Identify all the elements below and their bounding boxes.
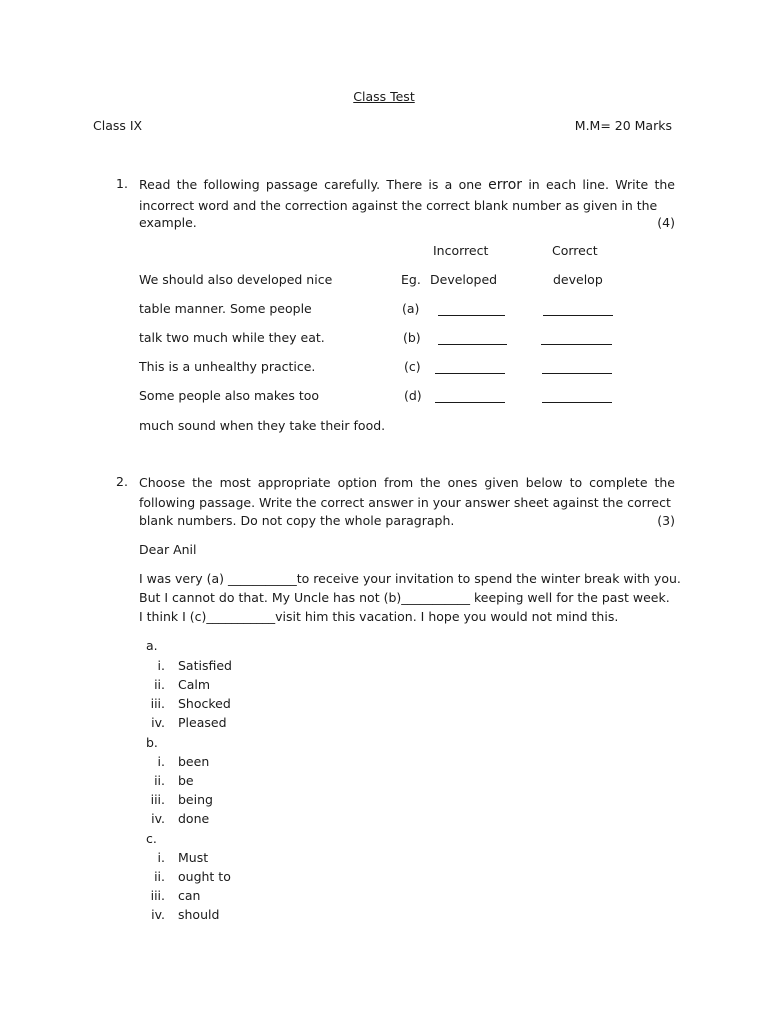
question-2-last-line: [139, 513, 675, 528]
option-numeral: iii.: [150, 888, 165, 903]
max-marks-label: M.M= 20 Marks: [574, 118, 672, 133]
question-2-instructions: Choose the most appropriate option from the ones given below to complete the following passage. Write the correct answer in your answer sheet against the correct: [139, 475, 675, 510]
answer-blank-incorrect: [435, 373, 505, 374]
row-label: (a): [402, 301, 420, 316]
question-1-last-line: [139, 215, 675, 230]
option-text: done: [178, 811, 210, 826]
option-text: Calm: [178, 677, 211, 692]
option-numeral: i.: [157, 850, 165, 865]
question-1-example-word: example.: [139, 215, 197, 230]
question-1-number: 1.: [116, 176, 128, 191]
option-text: been: [178, 754, 210, 769]
question-1-instructions: [139, 175, 675, 215]
question-1-marks: (4): [657, 215, 675, 230]
answer-blank-incorrect: [435, 402, 505, 403]
column-header-incorrect: Incorrect: [433, 243, 489, 258]
question-1-text-after: in each line. Write the incorrect word and the correction against the correct blank number as given in the: [139, 177, 675, 213]
class-label: Class IX: [93, 118, 143, 133]
passage-line: We should also developed nice: [139, 272, 333, 287]
option-text: ought to: [178, 869, 231, 884]
answer-blank-incorrect: [438, 315, 505, 316]
question-2-last-line-text: blank numbers. Do not copy the whole paragraph.: [139, 513, 455, 528]
passage-line: But I cannot do that. My Uncle has not (b)___________ keeping well for the past week.: [139, 590, 670, 605]
example-correct: develop: [553, 272, 603, 287]
page-title: Class Test: [353, 89, 415, 104]
option-numeral: i.: [157, 754, 165, 769]
passage-line: This is a unhealthy practice.: [139, 359, 316, 374]
option-numeral: iv.: [151, 907, 165, 922]
option-text: Must: [178, 850, 209, 865]
salutation: Dear Anil: [139, 542, 197, 557]
row-label: (b): [403, 330, 421, 345]
option-numeral: iii.: [150, 696, 165, 711]
option-numeral: i.: [157, 658, 165, 673]
answer-blank-incorrect: [438, 344, 507, 345]
passage-line: table manner. Some people: [139, 301, 312, 316]
option-group-letter: b.: [146, 735, 158, 750]
answer-blank-correct: [542, 373, 612, 374]
option-text: be: [178, 773, 194, 788]
passage-line: I think I (c)___________visit him this vacation. I hope you would not mind this.: [139, 609, 619, 624]
option-text: being: [178, 792, 213, 807]
option-text: should: [178, 907, 220, 922]
option-text: Pleased: [178, 715, 227, 730]
passage-line: Some people also makes too: [139, 388, 320, 403]
answer-blank-correct: [541, 344, 612, 345]
option-numeral: ii.: [154, 677, 165, 692]
row-label: (d): [404, 388, 422, 403]
option-numeral: iii.: [150, 792, 165, 807]
row-label: Eg.: [401, 272, 421, 287]
option-group-letter: a.: [146, 638, 158, 653]
question-2-marks: (3): [657, 513, 675, 528]
answer-blank-correct: [543, 315, 613, 316]
row-label: (c): [404, 359, 421, 374]
option-numeral: iv.: [151, 715, 165, 730]
passage-line: I was very (a) ___________to receive your invitation to spend the winter break with you.: [139, 571, 681, 586]
question-1-emphasis: error: [488, 177, 523, 193]
question-2-number: 2.: [116, 474, 128, 489]
option-text: Shocked: [178, 696, 231, 711]
option-numeral: ii.: [154, 869, 165, 884]
option-numeral: iv.: [151, 811, 165, 826]
option-numeral: ii.: [154, 773, 165, 788]
answer-blank-correct: [542, 402, 612, 403]
column-header-correct: Correct: [552, 243, 598, 258]
option-group-letter: c.: [146, 831, 157, 846]
option-text: can: [178, 888, 201, 903]
question-1-text-before: Read the following passage carefully. There is a one: [139, 177, 489, 192]
example-incorrect: Developed: [430, 272, 498, 287]
passage-line: talk two much while they eat.: [139, 330, 325, 345]
passage-line: much sound when they take their food.: [139, 418, 386, 433]
option-text: Satisfied: [178, 658, 232, 673]
